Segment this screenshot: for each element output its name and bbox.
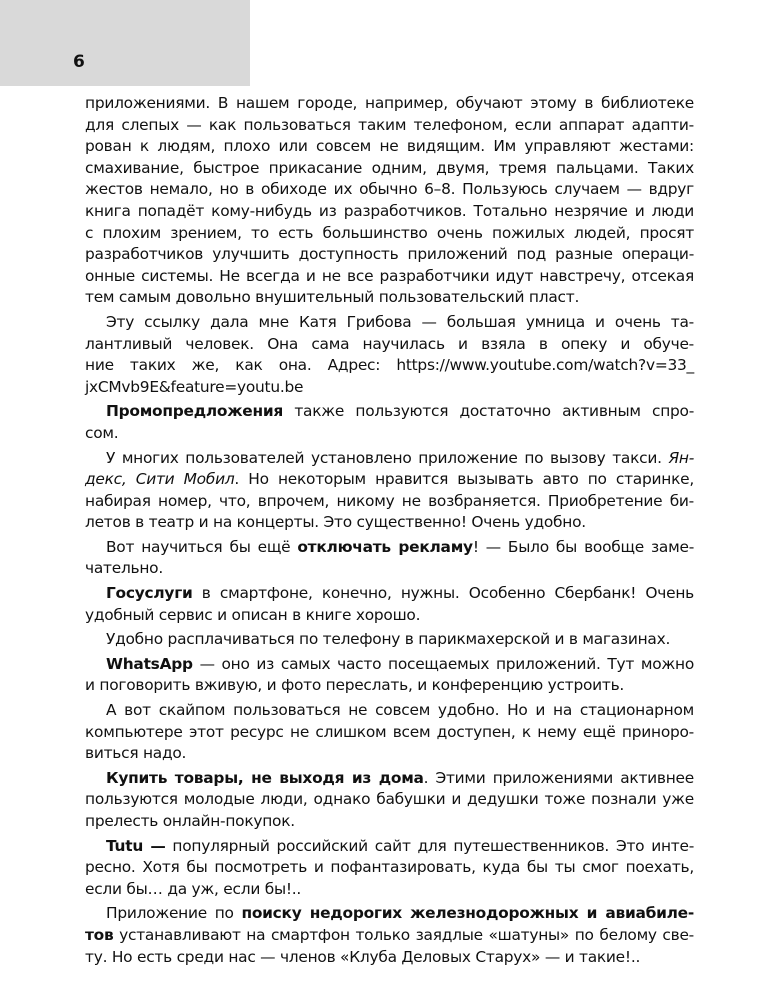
paragraph-11	[85, 836, 694, 901]
page-number: 6	[73, 52, 85, 72]
text-line: чательно.	[85, 559, 163, 578]
text-line: пользуются молодые люди, однако бабушки и дедушки тоже познали уже	[85, 790, 694, 809]
text-span: также пользуются достаточно активным спро-	[283, 402, 694, 421]
bold-term: тов	[85, 925, 114, 944]
text-line	[85, 768, 694, 790]
bold-term: отключать рекламу	[297, 537, 473, 556]
text-line: рован к людям, плохо или совсем не видящим. Им управляют жестами:	[85, 137, 694, 156]
text-line: летов в театр и на концерты. Это существенно! Очень удобно.	[85, 513, 586, 532]
text-span: — оно из самых часто посещаемых приложений. Тут можно	[192, 654, 694, 673]
text-span: устанавливают на смартфон только заядлые «шатуны» по белому све-	[113, 925, 694, 944]
text-line: сом.	[85, 423, 119, 442]
text-span: У многих пользователей установлено приложение по вызову такси.	[106, 448, 669, 467]
text-span: . Этими приложениями активнее	[423, 768, 694, 787]
paragraph-5	[85, 537, 694, 580]
text-line: Эту ссылку дала мне Катя Грибова — большая умница и очень та-	[106, 312, 694, 331]
text-line: для слепых — как пользоваться таким телефоном, если аппарат адапти-	[85, 115, 694, 134]
text-line: лантливый человек. Она сама научилась и взяла в опеку и обуче-	[85, 334, 694, 353]
text-line	[85, 469, 694, 491]
text-line: Удобно расплачиваться по телефону в парикмахерской и в магазинах.	[106, 630, 671, 649]
text-column	[85, 93, 694, 971]
paragraph-2	[85, 312, 694, 398]
text-line: приложениями. В нашем городе, например, обучают этому в библиотеке	[85, 94, 694, 112]
paragraph-3	[85, 401, 694, 444]
text-span: Приложение по	[106, 904, 242, 923]
italic-term: декс, Сити Мобил	[85, 470, 235, 489]
text-line: ту. Но есть среди нас — членов «Клуба Деловых Старух» — и такие!..	[85, 947, 641, 966]
text-line: разработчиков улучшить доступность приложений под разные операци-	[85, 245, 694, 264]
text-line	[85, 583, 694, 605]
paragraph-7	[85, 629, 694, 651]
text-line	[85, 836, 694, 858]
text-line: ние таких же, как она. Адрес: https://www.youtube.com/watch?v=33_	[85, 356, 694, 375]
text-line: тем самым довольно внушительный пользовательский пласт.	[85, 288, 580, 307]
text-line: с плохим зрением, то есть большинство очень пожилых людей, просят	[85, 223, 694, 242]
text-line: жестов немало, но в обиходе их обычно 6–8. Пользуюсь случаем — вдруг	[85, 180, 694, 199]
bold-term: поиску недорогих железнодорожных и авиабиле-	[241, 904, 694, 923]
text-line	[85, 903, 694, 925]
bold-term: WhatsApp	[106, 654, 193, 673]
bold-term: Госуслуги	[106, 584, 193, 603]
text-span: Вот научиться бы ещё	[106, 537, 298, 556]
text-span: в смартфоне, конечно, нужны. Особенно Сбербанк! Очень	[192, 584, 694, 603]
text-line: онные системы. Не всегда и не все разработчики идут навстречу, отсекая	[85, 266, 694, 285]
text-line: удобный сервис и описан в книге хорошо.	[85, 605, 421, 624]
bold-term: Купить товары, не выходя из дома	[106, 768, 424, 787]
text-line	[85, 448, 694, 470]
text-span: ! — Было бы вообще заме-	[472, 537, 694, 556]
paragraph-1	[85, 93, 694, 309]
text-span: . Но некоторым нравится вызывать авто по старинке,	[234, 470, 694, 489]
paragraph-6	[85, 583, 694, 626]
bold-term: Tutu —	[106, 836, 166, 855]
text-span: популярный российский сайт для путешественников. Это инте-	[165, 836, 694, 855]
text-line: виться надо.	[85, 744, 187, 763]
text-line	[85, 654, 694, 676]
paragraph-12	[85, 903, 694, 968]
text-line: если бы… да уж, если бы!..	[85, 879, 302, 898]
text-line: книга попадёт кому-нибудь из разработчиков. Тотально незрячие и люди	[85, 201, 694, 220]
paragraph-9	[85, 700, 694, 765]
paragraph-4	[85, 448, 694, 534]
page-number-box	[0, 0, 250, 86]
text-line	[85, 401, 694, 423]
text-line	[85, 537, 694, 559]
text-line	[85, 925, 694, 947]
text-line: компьютере этот ресурс не слишком всем доступен, к нему ещё приноро-	[85, 722, 694, 741]
text-line: прелесть онлайн-покупок.	[85, 812, 295, 830]
paragraph-8	[85, 654, 694, 697]
text-line: ресно. Хотя бы посмотреть и пофантазировать, куда бы ты смог поехать,	[85, 858, 694, 877]
text-line: jxCMvb9E&feature=youtu.be	[85, 377, 304, 396]
text-line: А вот скайпом пользоваться не совсем удобно. Но и на стационарном	[106, 701, 694, 720]
bold-term: Промопредложения	[106, 402, 284, 421]
text-line: и поговорить вживую, и фото переслать, и конференцию устроить.	[85, 676, 625, 695]
italic-term: Ян-	[668, 448, 694, 467]
text-line: набирая номер, что, впрочем, никому не возбраняется. Приобретение би-	[85, 491, 694, 510]
text-line: смахивание, быстрое прикасание одним, двумя, тремя пальцами. Таких	[85, 158, 694, 177]
paragraph-10	[85, 768, 694, 833]
